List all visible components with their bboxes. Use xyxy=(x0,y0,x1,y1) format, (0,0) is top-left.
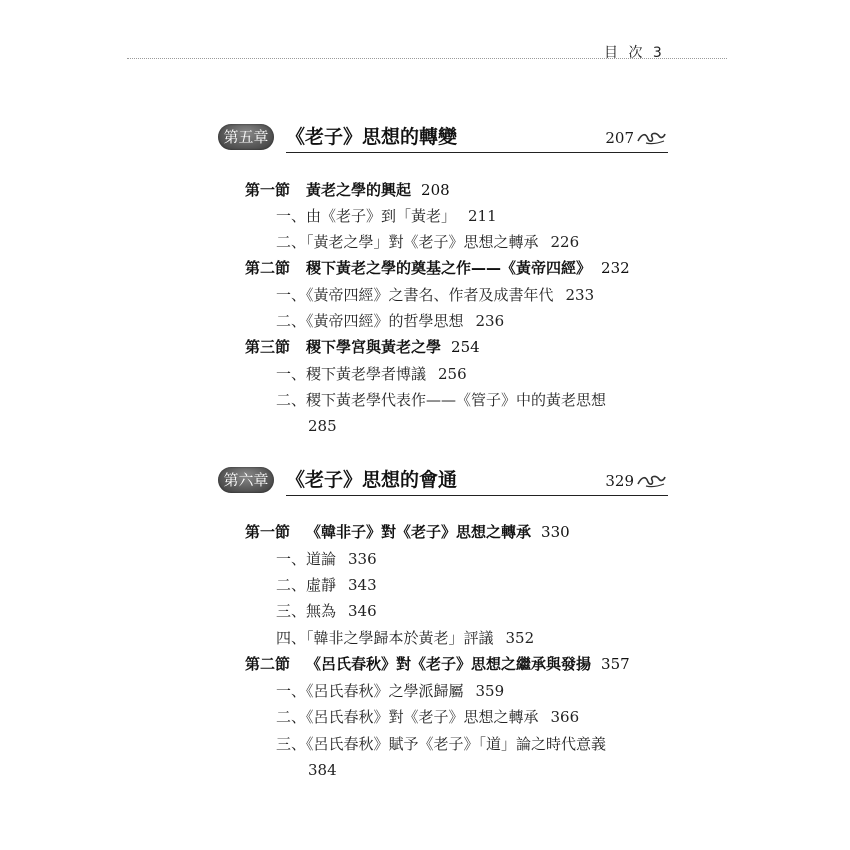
page-number: 211 xyxy=(468,207,497,225)
subsection-title: 一、道論 xyxy=(276,550,337,568)
toc-subsection[interactable] xyxy=(276,364,467,384)
subsection-title: 二、「黃老之學」對《老子》思想之轉承 xyxy=(276,233,539,251)
toc-subsection[interactable] xyxy=(276,681,504,701)
section-title: 《呂氏春秋》對《老子》思想之繼承與發揚 xyxy=(306,655,592,673)
running-header: 目 次 3 xyxy=(604,45,665,61)
toc-subsection[interactable] xyxy=(276,549,377,569)
page-number: 330 xyxy=(541,523,570,541)
section-label: 第二節 xyxy=(245,259,291,277)
subsection-title: 一、《呂氏春秋》之學派歸屬 xyxy=(276,682,464,700)
page-number: 359 xyxy=(475,682,505,700)
page-number: 226 xyxy=(550,233,580,251)
page-number: 343 xyxy=(348,576,377,594)
page-number: 346 xyxy=(348,602,377,620)
subsection-title: 一、由《老子》到「黃老」 xyxy=(276,207,457,225)
toc-subsection[interactable] xyxy=(276,390,606,410)
toc-section[interactable] xyxy=(245,180,450,200)
subsection-title: 一、稷下黃老學者博議 xyxy=(276,365,427,383)
toc-subsection[interactable] xyxy=(276,601,377,621)
section-title: 稷下學宮與黃老之學 xyxy=(306,338,442,356)
page-number: 352 xyxy=(505,629,535,647)
page-number: 236 xyxy=(475,312,505,330)
page-number: 357 xyxy=(601,655,630,673)
toc-subsection[interactable] xyxy=(276,285,594,305)
section-title: 稷下黃老之學的奠基之作——《黃帝四經》 xyxy=(306,259,592,277)
subsection-title: 三、無為 xyxy=(276,602,337,620)
toc-subsection[interactable] xyxy=(276,311,504,331)
toc-subsection[interactable] xyxy=(276,206,497,226)
page-number: 336 xyxy=(348,550,377,568)
chapter-badge: 第六章 xyxy=(218,467,274,493)
subsection-title: 二、稷下黃老學代表作——《管子》中的黃老思想 xyxy=(276,391,607,409)
chapter-page-number: 329 xyxy=(605,472,634,490)
subsection-title: 二、虛靜 xyxy=(276,576,337,594)
chapter-underline xyxy=(286,495,668,496)
chapter-page-number: 207 xyxy=(605,129,634,147)
section-title: 黃老之學的興起 xyxy=(306,181,412,199)
page-number: 233 xyxy=(565,286,595,304)
chapter-heading xyxy=(218,467,668,497)
toc-subsection[interactable] xyxy=(276,232,579,252)
toc-subsection[interactable] xyxy=(276,628,534,648)
subsection-title: 四、「韓非之學歸本於黃老」評議 xyxy=(276,629,494,647)
flourish-icon xyxy=(636,472,666,488)
page-number: 254 xyxy=(451,338,480,356)
toc-section[interactable] xyxy=(245,522,570,542)
toc-subsection[interactable] xyxy=(276,734,606,754)
chapter-heading xyxy=(218,124,668,154)
chapter-underline xyxy=(286,152,668,153)
chapter-title: 《老子》思想的轉變 xyxy=(286,126,458,148)
toc-subsection[interactable] xyxy=(276,707,579,727)
subsection-title: 一、《黃帝四經》之書名、作者及成書年代 xyxy=(276,286,554,304)
section-label: 第二節 xyxy=(245,655,291,673)
page-number: 208 xyxy=(421,181,450,199)
subsection-title: 二、《呂氏春秋》對《老子》思想之轉承 xyxy=(276,708,539,726)
chapter-title: 《老子》思想的會通 xyxy=(286,469,458,491)
section-label: 第三節 xyxy=(245,338,291,356)
section-label: 第一節 xyxy=(245,523,291,541)
toc-section[interactable] xyxy=(245,258,630,278)
section-title: 《韓非子》對《老子》思想之轉承 xyxy=(306,523,532,541)
page-number-continued: 285 xyxy=(308,417,337,435)
page-number: 366 xyxy=(550,708,580,726)
section-label: 第一節 xyxy=(245,181,291,199)
flourish-icon xyxy=(636,129,666,145)
page-number: 232 xyxy=(601,259,630,277)
subsection-title: 三、《呂氏春秋》賦予《老子》「道」論之時代意義 xyxy=(276,735,607,753)
toc-section[interactable] xyxy=(245,654,630,674)
page-number-continued: 384 xyxy=(308,761,337,779)
toc-section[interactable] xyxy=(245,337,480,357)
header-dotted-rule xyxy=(127,58,727,59)
chapter-badge: 第五章 xyxy=(218,124,274,150)
page-number: 256 xyxy=(438,365,467,383)
subsection-title: 二、《黃帝四經》的哲學思想 xyxy=(276,312,464,330)
toc-subsection[interactable] xyxy=(276,575,377,595)
